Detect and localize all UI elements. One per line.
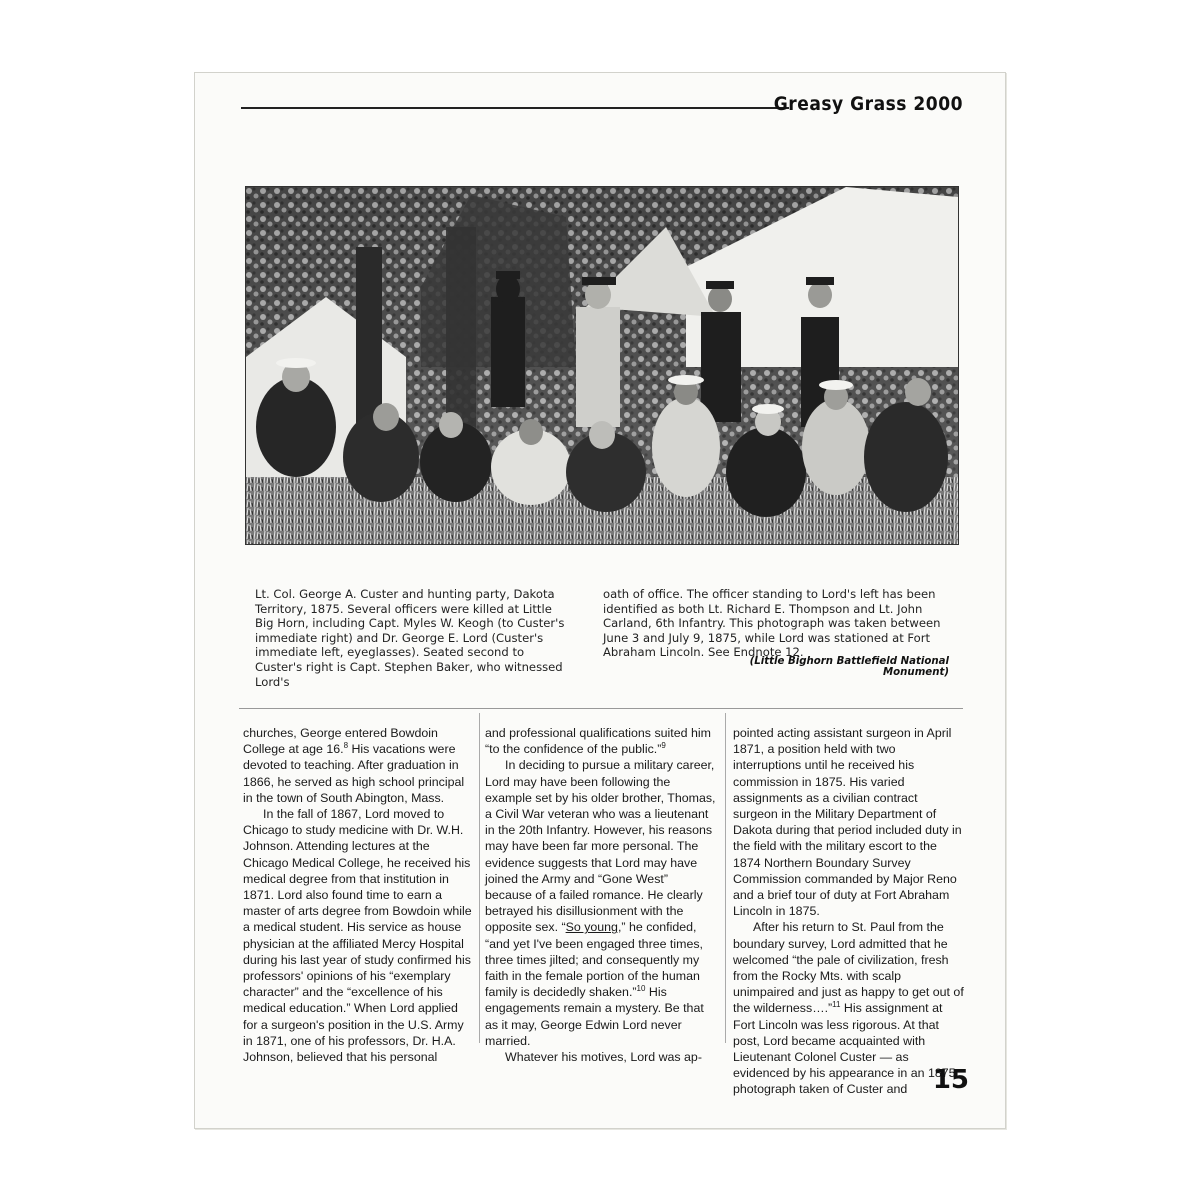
underlined-quote: So young <box>565 920 618 935</box>
section-rule <box>239 708 963 709</box>
header-rule <box>241 107 789 109</box>
photo-caption-right: oath of office. The officer standing to Lord's left has been identified as both Lt. Richard E. Thompson and Lt. John Carland, 6th Infantry. This photograph was taken between June 3 and July 9, 1875, while Lord was stationed at Fort Abraham Lincoln. See Endnote 12. <box>603 587 941 660</box>
photo-caption-left: Lt. Col. George A. Custer and hunting party, Dakota Territory, 1875. Several officers were killed at Little Big Horn, including Capt. Myles W. Keogh (to Custer's immediate right) and Dr. George E. Lord (Custer's immediate left, eyeglasses). Seated second to Custer's right is Capt. Stephen Baker, who witnessed Lord's <box>255 587 565 689</box>
paragraph: pointed acting assistant surgeon in April 1871, a position held with two interruptions until he received his commission in 1875. His varied assignments as a civilian contract surgeon in the Military Department of Dakota during that period included duty in the field with the military escort to the 1874 Northern Boundary Survey Commission commanded by Major Reno and a brief tour of duty at Fort Abraham Lincoln in 1875. <box>733 726 962 919</box>
photo-credit: (Little Bighorn Battlefield National Monument) <box>749 656 949 678</box>
magazine-page <box>194 72 1006 1129</box>
paragraph: and professional qualifications suited him “to the confidence of the public.”$^9$ <box>485 726 711 757</box>
page-number: 15 <box>932 1065 969 1095</box>
paragraph: Whatever his motives, Lord was ap- <box>505 1050 702 1065</box>
running-header-title: Greasy Grass 2000 <box>773 93 963 115</box>
historical-photo-hunting-party <box>245 186 959 545</box>
paragraph: After his return to St. Paul from the boundary survey, Lord admitted that he welcomed “the pale of civilization, fresh from the Rocky Mts. with scalp unimpaired and just as happy to get out of the wilderness….”$^{11}$ His assignment at Fort Lincoln was less rigorous. At that post, Lord became acquainted with Lieutenant Colonel Custer — as evidenced by his appearance in an 1875 photograph taken of Custer and <box>733 920 964 1097</box>
article-column-1 <box>243 725 475 1065</box>
article-column-2 <box>485 725 717 1065</box>
column-divider-1 <box>479 713 480 1043</box>
article-column-3 <box>733 725 965 1098</box>
photo-illustration <box>246 187 958 544</box>
paragraph: In the fall of 1867, Lord moved to Chicago to study medicine with Dr. W.H. Johnson. Attending lectures at the Chicago Medical College, he received his medical degree from that institution in 1871. Lord also found time to earn a master of arts degree from Bowdoin while a medical student. His service as house physician at the affiliated Mercy Hospital during his last year of study confirmed his professors' opinions of his “exemplary character” and the “excellence of his medical education.” When Lord applied for a surgeon's position in the U.S. Army in 1871, one of his professors, Dr. H.A. Johnson, believed that his personal <box>243 807 472 1065</box>
column-divider-2 <box>725 713 726 1043</box>
paragraph: In deciding to pursue a military career, Lord may have been following the example set by his older brother, Thomas, a Civil War veteran who was a lieutenant in the 20th Infantry. However, his reasons may have been far more personal. The evidence suggests that Lord may have joined the Army and “Gone West” because of a failed romance. He clearly betrayed his disillusionment with the opposite sex. “So young,” he confided, “and yet I've been engaged three times, three times jilted; and consequently my faith in the female portion of the human family is decidedly shaken.”$^{10}$ His engagements remain a mystery. Be that as it may, George Edwin Lord never married. <box>485 758 716 1048</box>
paragraph: churches, George entered Bowdoin College at age 16.$^8$ His vacations were devoted to teaching. After graduation in 1866, he served as high school principal in the town of South Abington, Mass. <box>243 726 465 805</box>
